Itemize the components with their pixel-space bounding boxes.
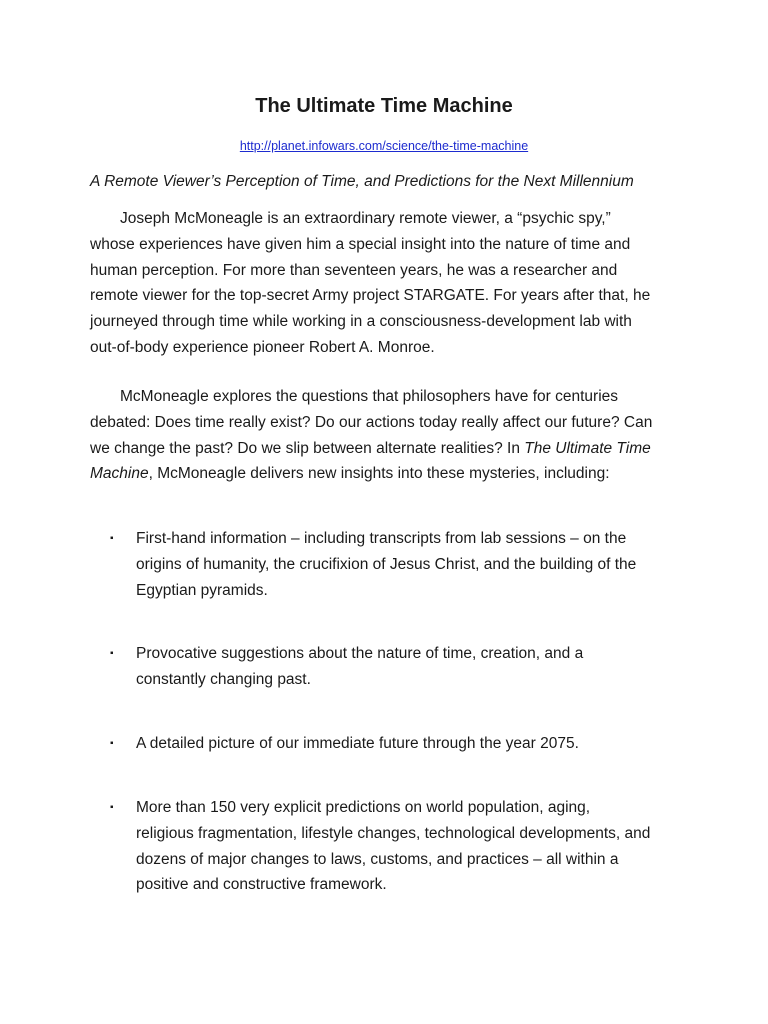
bullet-line: First-hand information – including transcripts from lab sessions – on the (136, 530, 627, 547)
paragraph-line: out-of-body experience pioneer Robert A. Monroe. (90, 338, 435, 356)
paragraph-line: whose experiences have given him a special insight into the nature of time and (90, 235, 631, 253)
bullet-line: origins of humanity, the crucifixion of Jesus Christ, and the building of the (136, 555, 637, 573)
bullet-text (136, 641, 696, 693)
document-subtitle: A Remote Viewer’s Perception of Time, and Predictions for the Next Millennium (90, 173, 634, 190)
bullet-line: dozens of major changes to laws, customs, and practices – all within a (136, 850, 619, 868)
bullet-marker-icon: ▪ (110, 648, 114, 659)
paragraph-line: human perception. For more than seventeen years, he was a researcher and (90, 261, 618, 279)
bullet-line: A detailed picture of our immediate future through the year 2075. (136, 735, 579, 752)
bullet-line: constantly changing past. (136, 670, 311, 688)
paragraph-line: McMoneagle explores the questions that philosophers have for centuries (120, 388, 619, 405)
source-link-container (0, 137, 768, 155)
paragraph-line: Joseph McMoneagle is an extraordinary remote viewer, a “psychic spy,” (120, 210, 611, 227)
paragraph-line (90, 436, 690, 462)
paragraph-line (90, 461, 690, 487)
bullet-marker-icon: ▪ (110, 802, 114, 813)
bullet-line: religious fragmentation, lifestyle changes, technological developments, and (136, 824, 651, 842)
bullet-text (136, 795, 696, 898)
bullet-line: More than 150 very explicit predictions on world population, aging, (136, 799, 591, 816)
document-title: The Ultimate Time Machine (255, 95, 513, 117)
paragraph-line: remote viewer for the top-secret Army project STARGATE. For years after that, he (90, 287, 651, 305)
bullet-text (136, 731, 696, 757)
paragraph-line: journeyed through time while working in a consciousness-development lab with (90, 313, 632, 331)
book-title-italic: Machine (90, 465, 149, 483)
bullet-line: Provocative suggestions about the nature of time, creation, and a (136, 645, 584, 662)
paragraph-text: we change the past? Do we slip between alternate realities? In (90, 439, 525, 457)
paragraph-text: , McMoneagle delivers new insights into these mysteries, including: (148, 465, 610, 483)
paragraph-line: debated: Does time really exist? Do our actions today really affect our future? Can (90, 413, 653, 431)
bullet-line: Egyptian pyramids. (136, 581, 268, 599)
paragraph-intro (90, 206, 690, 361)
bullet-marker-icon: ▪ (110, 738, 114, 749)
bullet-marker-icon: ▪ (110, 533, 114, 544)
bullet-line: positive and constructive framework. (136, 876, 387, 894)
paragraph-questions (90, 384, 690, 487)
bullet-text (136, 526, 696, 603)
source-link[interactable]: http://planet.infowars.com/science/the-time-machine (239, 139, 529, 153)
book-title-italic: The Ultimate Time (524, 439, 651, 457)
